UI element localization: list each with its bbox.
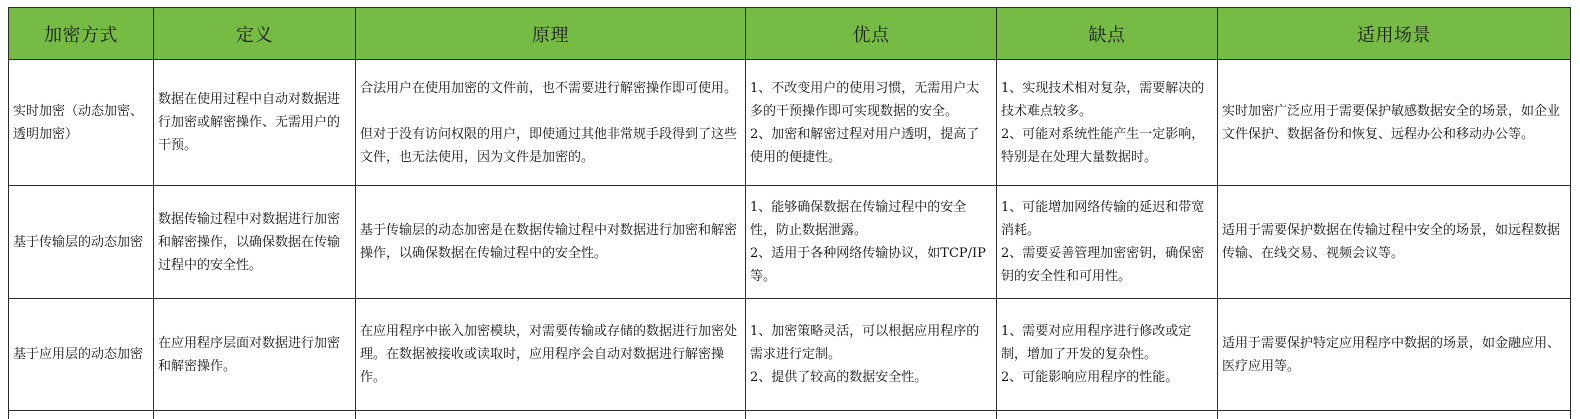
header-cell-principle: 原理	[356, 8, 746, 60]
cell-method: 基于传输层的动态加密	[9, 186, 154, 299]
cell-cons: 1、可能增加网络传输的延迟和带宽消耗。 2、需要妥善管理加密密钥，确保密钥的安全性和可用性。	[997, 186, 1218, 299]
cell-principle: 基于传输层的动态加密是在数据传输过程中对数据进行加密和解密操作，以确保数据在传输过程中的安全性。	[356, 186, 746, 299]
empty-cell	[997, 411, 1218, 419]
table-row	[9, 299, 1571, 411]
header-cell-cons: 缺点	[997, 8, 1218, 60]
cell-definition: 数据在使用过程中自动对数据进行加密或解密操作、无需用户的干预。	[154, 60, 356, 186]
cell-cons: 1、实现技术相对复杂，需要解决的技术难点较多。 2、可能对系统性能产生一定影响，特别是在处理大量数据时。	[997, 60, 1218, 186]
cell-principle: 合法用户在使用加密的文件前，也不需要进行解密操作即可使用。 但对于没有访问权限的用户，即使通过其他非常规手段得到了这些文件，也无法使用，因为文件是加密的。	[356, 60, 746, 186]
header-cell-scenarios: 适用场景	[1218, 8, 1571, 60]
cell-pros: 1、能够确保数据在传输过程中的安全性，防止数据泄露。 2、适用于各种网络传输协议，如TCP/IP等。	[746, 186, 997, 299]
empty-cell	[356, 411, 746, 419]
cell-cons: 1、需要对应用程序进行修改或定制，增加了开发的复杂性。 2、可能影响应用程序的性能。	[997, 299, 1218, 411]
empty-cell	[9, 411, 154, 419]
cell-method: 基于应用层的动态加密	[9, 299, 154, 411]
cell-pros: 1、加密策略灵活，可以根据应用程序的需求进行定制。 2、提供了较高的数据安全性。	[746, 299, 997, 411]
cell-scenarios: 适用于需要保护特定应用程序中数据的场景，如金融应用、医疗应用等。	[1218, 299, 1571, 411]
table-row	[9, 186, 1571, 299]
cell-definition: 数据传输过程中对数据进行加密和解密操作，以确保数据在传输过程中的安全性。	[154, 186, 356, 299]
header-row	[9, 8, 1571, 60]
cell-scenarios: 实时加密广泛应用于需要保护敏感数据安全的场景，如企业文件保护、数据备份和恢复、远程办公和移动办公等。	[1218, 60, 1571, 186]
empty-cell	[746, 411, 997, 419]
cell-principle: 在应用程序中嵌入加密模块，对需要传输或存储的数据进行加密处理。在数据被接收或读取时，应用程序会自动对数据进行解密操作。	[356, 299, 746, 411]
empty-cell	[1218, 411, 1571, 419]
empty-row	[9, 411, 1571, 419]
cell-pros: 1、不改变用户的使用习惯，无需用户太多的干预操作即可实现数据的安全。 2、加密和解密过程对用户透明，提高了使用的便捷性。	[746, 60, 997, 186]
encryption-comparison-table	[8, 7, 1571, 419]
header-cell-definition: 定义	[154, 8, 356, 60]
header-cell-pros: 优点	[746, 8, 997, 60]
table-row	[9, 60, 1571, 186]
cell-method: 实时加密（动态加密、透明加密）	[9, 60, 154, 186]
header-cell-method: 加密方式	[9, 8, 154, 60]
cell-definition: 在应用程序层面对数据进行加密和解密操作。	[154, 299, 356, 411]
cell-scenarios: 适用于需要保护数据在传输过程中安全的场景，如远程数据传输、在线交易、视频会议等。	[1218, 186, 1571, 299]
empty-cell	[154, 411, 356, 419]
